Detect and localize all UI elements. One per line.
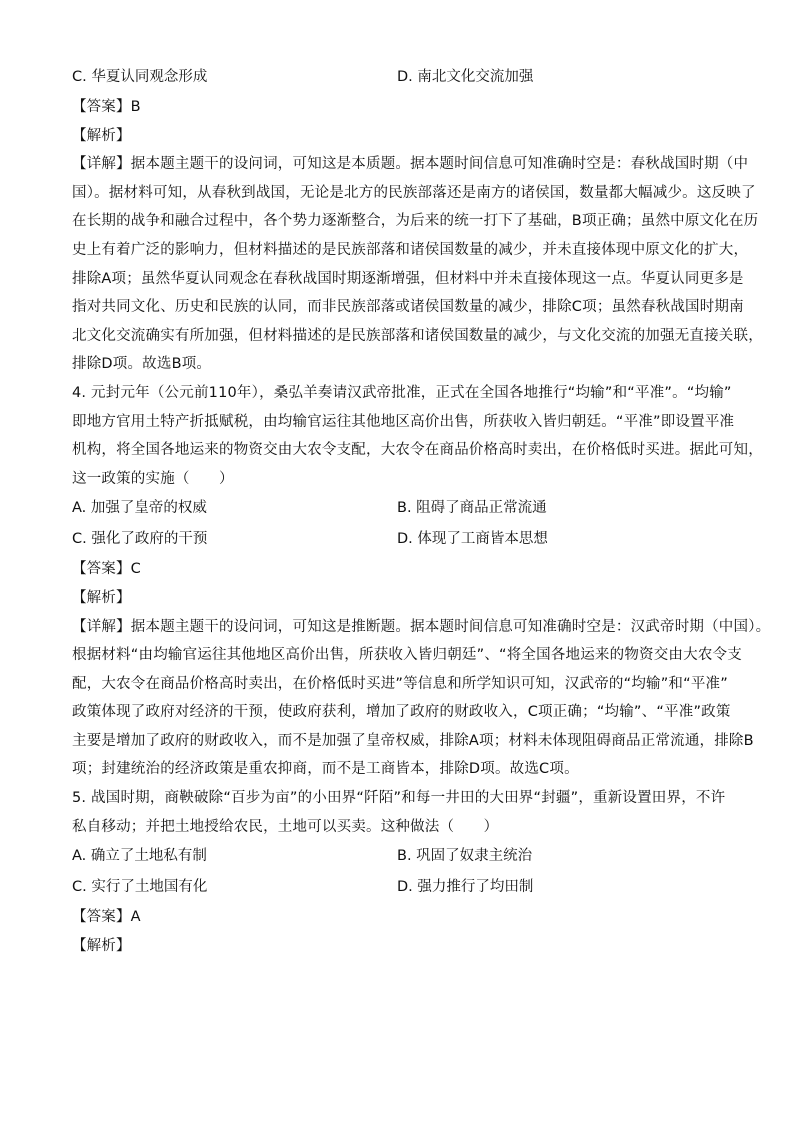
q4-explanation-line: 政策体现了政府对经济的干预，使政府获利，增加了政府的财政收入，C项正确；“均输”、“平准”政策 — [72, 704, 731, 721]
q3-explanation-line: 史上有着广泛的影响力，但材料描述的是民族部落和诸侯国数量的减少，并未直接体现中原文化的扩大， — [72, 241, 749, 258]
q3-explanation-line: 国）。据材料可知，从春秋到战国，无论是北方的民族部落还是南方的诸侯国，数量都大幅减少。这反映了 — [72, 184, 756, 201]
q3-explanation-line: 【详解】据本题主题干的设问词，可知这是本质题。据本题时间信息可知准确时空是：春秋战国时期（中 — [72, 156, 749, 173]
q4-explanation-line: 项；封建统治的经济政策是重农抑商，而不是工商皆本，排除D项。故选C项。 — [72, 761, 579, 778]
q4-analysis-label: 【解析】 — [72, 589, 131, 606]
q4-stem-line: 即地方官用土特产折抵赋税，由均输官运往其他地区高价出售，所获收入皆归朝廷。“平准”即设置平准 — [72, 413, 735, 430]
q4-option-b: B. 阻碍了商品正常流通 — [397, 500, 547, 517]
q4-option-d: D. 体现了工商皆本思想 — [397, 531, 548, 548]
q3-options-row — [72, 62, 740, 93]
q4-explanation-line: 配，大农令在商品价格高时卖出，在价格低时买进”等信息和所学知识可知，汉武帝的“均输”和“平准” — [72, 675, 728, 692]
q4-explanation — [72, 613, 771, 785]
q4-option-a: A. 加强了皇帝的权威 — [72, 500, 207, 517]
q5-option-c: C. 实行了土地国有化 — [72, 879, 208, 896]
q4-stem — [72, 379, 763, 493]
q4-stem-line: 机构，将全国各地运来的物资交由大农令支配，大农令在商品价格高时卖出，在价格低时买进。据此可知， — [72, 442, 763, 459]
q3-option-c: C. 华夏认同观念形成 — [72, 69, 208, 85]
q5-option-b: B. 巩固了奴隶主统治 — [397, 848, 533, 865]
q5-analysis-label: 【解析】 — [72, 937, 131, 954]
q5-option-a: A. 确立了土地私有制 — [72, 848, 207, 865]
q4-stem-line: 4. 元封元年（公元前110年），桑弘羊奏请汉武帝批准，正式在全国各地推行“均输”和“平准”。“均输” — [72, 384, 732, 401]
q4-explanation-line: 【详解】据本题主题干的设问词，可知这是推断题。据本题时间信息可知准确时空是：汉武帝时期（中国）。 — [72, 618, 771, 635]
q3-explanation-line: 北文化交流确实有所加强，但材料描述的是民族部落和诸侯国数量的减少，与文化交流的加强无直接关联， — [72, 327, 763, 344]
q4-stem-line: 这一政策的实施（ ） — [72, 470, 234, 487]
q3-answer: 【答案】B — [72, 99, 141, 115]
q5-option-d: D. 强力推行了均田制 — [397, 879, 534, 896]
q5-options-row — [72, 841, 740, 872]
q3-explanation-line: 在长期的战争和融合过程中，各个势力逐渐整合，为后来的统一打下了基础，B项正确；虽然中原文化在历 — [72, 213, 759, 230]
q5-stem — [72, 784, 740, 841]
q4-explanation-line: 主要是增加了政府的财政收入，而不是加强了皇帝权威，排除A项；材料未体现阻碍商品正常流通，排除B — [72, 732, 754, 749]
q5-answer: 【答案】A — [72, 909, 141, 926]
q3-explanation — [72, 150, 763, 379]
q5-stem-line: 私自移动；并把土地授给农民，土地可以买卖。这种做法（ ） — [72, 818, 499, 835]
q5-options-row — [72, 872, 740, 903]
q3-explanation-line: 指对共同文化、历史和民族的认同，而非民族部落或诸侯国数量的减少，排除C项；虽然春秋战国时期南 — [72, 299, 744, 316]
q3-option-d: D. 南北文化交流加强 — [397, 69, 534, 85]
q4-options-row — [72, 493, 740, 524]
q4-explanation-line: 根据材料“由均输官运往其他地区高价出售，所获收入皆归朝廷”、“将全国各地运来的物资交由大农令支 — [72, 647, 742, 664]
q5-stem-line: 5. 战国时期，商鞅破除“百步为亩”的小田界“阡陌”和每一井田的大田界“封疆”，重新设置田界，不许 — [72, 790, 726, 807]
q4-answer: 【答案】C — [72, 561, 141, 578]
q3-explanation-line: 排除D项。故选B项。 — [72, 356, 212, 373]
q3-explanation-line: 排除A项；虽然华夏认同观念在春秋战国时期逐渐增强，但材料中并未直接体现这一点。华夏认同更多是 — [72, 270, 744, 287]
q4-option-c: C. 强化了政府的干预 — [72, 531, 208, 548]
q3-analysis-label: 【解析】 — [72, 127, 131, 144]
q4-options-row — [72, 524, 740, 555]
